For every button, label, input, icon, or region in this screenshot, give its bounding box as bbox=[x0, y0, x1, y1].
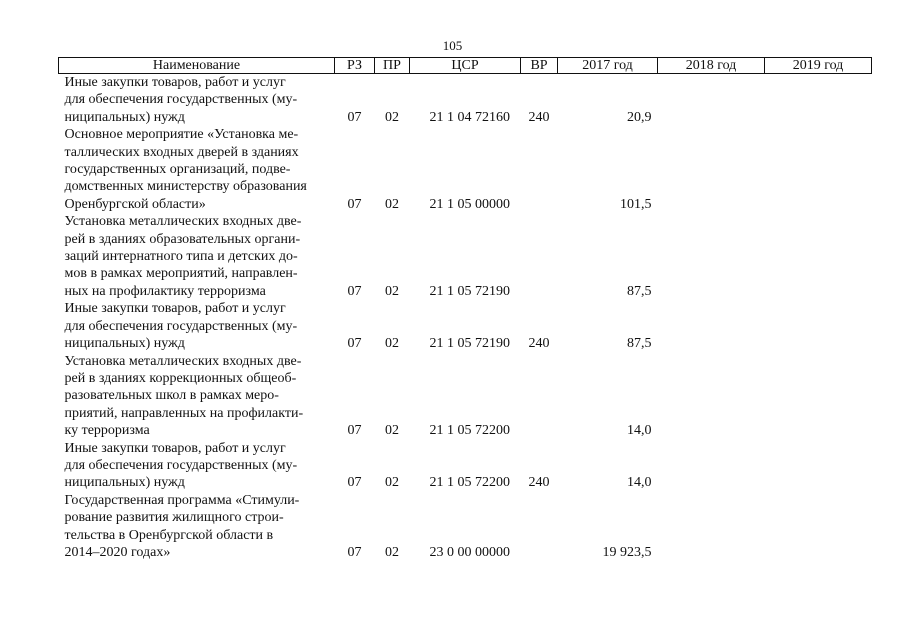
col-header-2018: 2018 год bbox=[658, 58, 765, 74]
table-row bbox=[59, 353, 872, 440]
col-header-csr: ЦСР bbox=[410, 58, 521, 74]
row-name-line: Установка металлических входных две- bbox=[64, 214, 302, 230]
row-rz-cell: 07 bbox=[347, 544, 362, 560]
row-name-cell bbox=[59, 126, 335, 213]
table-row bbox=[59, 440, 872, 492]
row-name-line: для обеспечения государственных (му- bbox=[64, 318, 298, 334]
row-csr-cell: 21 1 05 72190 bbox=[429, 283, 510, 299]
row-vr-cell: 240 bbox=[528, 475, 550, 491]
budget-table bbox=[58, 57, 872, 561]
row-y2018-cell bbox=[658, 126, 765, 213]
row-csr-cell: 21 1 05 72200 bbox=[429, 423, 510, 439]
row-name-line: ных на профилактику терроризма bbox=[64, 283, 266, 299]
table-row bbox=[59, 126, 872, 213]
row-vr-cell: 240 bbox=[528, 336, 550, 352]
row-y2019-cell bbox=[765, 126, 872, 213]
row-pr-cell: 02 bbox=[385, 544, 399, 560]
row-y2017-cell: 87,5 bbox=[627, 283, 652, 299]
table-row bbox=[59, 300, 872, 352]
row-csr-cell: 23 0 00 00000 bbox=[429, 544, 510, 560]
table-row bbox=[59, 74, 872, 127]
row-y2019-cell bbox=[765, 492, 872, 562]
col-header-name: Наименование bbox=[59, 58, 335, 74]
row-y2018-cell bbox=[658, 440, 765, 492]
row-name-line: рей в зданиях коррекционных общеоб- bbox=[64, 370, 297, 386]
col-header-2017: 2017 год bbox=[558, 58, 658, 74]
row-rz-cell: 07 bbox=[347, 336, 362, 352]
row-y2018-cell bbox=[658, 74, 765, 127]
table-row bbox=[59, 492, 872, 562]
row-name-line: домственных министерству образования bbox=[64, 179, 307, 195]
row-y2019-cell bbox=[765, 74, 872, 127]
row-y2017-cell: 20,9 bbox=[627, 109, 652, 125]
table-body bbox=[59, 74, 872, 562]
row-name-cell bbox=[59, 440, 335, 492]
row-name-line: Иные закупки товаров, работ и услуг bbox=[64, 75, 286, 90]
row-name-cell bbox=[59, 353, 335, 440]
table-row bbox=[59, 213, 872, 300]
row-y2019-cell bbox=[765, 300, 872, 352]
row-name-line: ниципальных) нужд bbox=[64, 336, 185, 352]
row-y2019-cell bbox=[765, 213, 872, 300]
row-y2017-cell: 14,0 bbox=[627, 475, 652, 491]
row-name-line: рей в зданиях образовательных органи- bbox=[64, 231, 301, 247]
row-y2017-cell: 19 923,5 bbox=[602, 544, 652, 560]
row-name-line: Основное мероприятие «Установка ме- bbox=[64, 127, 299, 143]
row-pr-cell: 02 bbox=[385, 283, 399, 299]
row-name-cell bbox=[59, 213, 335, 300]
row-pr-cell: 02 bbox=[385, 196, 399, 212]
row-y2018-cell bbox=[658, 213, 765, 300]
row-vr-cell bbox=[521, 492, 558, 562]
page-number: 105 bbox=[442, 38, 463, 53]
row-csr-cell: 21 1 04 72160 bbox=[429, 109, 510, 125]
col-header-pr: ПР bbox=[375, 58, 410, 74]
row-pr-cell: 02 bbox=[385, 109, 399, 125]
row-csr-cell: 21 1 05 00000 bbox=[429, 196, 510, 212]
col-header-vr: ВР bbox=[521, 58, 558, 74]
row-name-line: Установка металлических входных две- bbox=[64, 353, 302, 369]
row-name-cell bbox=[59, 74, 335, 127]
row-y2017-cell: 87,5 bbox=[627, 336, 652, 352]
row-rz-cell: 07 bbox=[347, 283, 362, 299]
row-name-line: 2014–2020 годах» bbox=[64, 544, 171, 560]
row-pr-cell: 02 bbox=[385, 475, 399, 491]
row-name-line: таллических входных дверей в зданиях bbox=[64, 144, 299, 160]
row-name-line: Государственная программа «Стимули- bbox=[64, 492, 300, 508]
row-csr-cell: 21 1 05 72190 bbox=[429, 336, 510, 352]
row-name-cell bbox=[59, 492, 335, 562]
row-name-cell bbox=[59, 300, 335, 352]
row-csr-cell: 21 1 05 72200 bbox=[429, 475, 510, 491]
row-name-line: государственных организаций, подве- bbox=[64, 162, 291, 178]
row-rz-cell: 07 bbox=[347, 196, 362, 212]
row-name-line: Иные закупки товаров, работ и услуг bbox=[64, 440, 286, 456]
col-header-2019: 2019 год bbox=[765, 58, 872, 74]
row-vr-cell bbox=[521, 126, 558, 213]
row-y2019-cell bbox=[765, 353, 872, 440]
row-name-line: тельства в Оренбургской области в bbox=[64, 527, 274, 543]
row-name-line: приятий, направленных на профилакти- bbox=[64, 405, 304, 421]
row-y2018-cell bbox=[658, 353, 765, 440]
row-name-line: рование развития жилищного строи- bbox=[64, 510, 284, 526]
row-rz-cell: 07 bbox=[347, 109, 362, 125]
row-y2017-cell: 14,0 bbox=[627, 423, 652, 439]
table-header-row bbox=[59, 58, 872, 74]
row-y2018-cell bbox=[658, 492, 765, 562]
row-rz-cell: 07 bbox=[347, 475, 362, 491]
row-vr-cell bbox=[521, 213, 558, 300]
row-name-line: ниципальных) нужд bbox=[64, 109, 185, 125]
row-y2018-cell bbox=[658, 300, 765, 352]
row-pr-cell: 02 bbox=[385, 336, 399, 352]
row-name-line: ку терроризма bbox=[64, 423, 150, 439]
row-name-line: Иные закупки товаров, работ и услуг bbox=[64, 301, 286, 317]
row-name-line: ниципальных) нужд bbox=[64, 475, 185, 491]
row-name-line: для обеспечения государственных (му- bbox=[64, 457, 298, 473]
row-name-line: Оренбургской области» bbox=[64, 196, 206, 212]
row-vr-cell bbox=[521, 353, 558, 440]
col-header-rz: РЗ bbox=[335, 58, 375, 74]
row-name-line: разовательных школ в рамках меро- bbox=[64, 388, 279, 404]
row-vr-cell: 240 bbox=[528, 109, 550, 125]
row-y2019-cell bbox=[765, 440, 872, 492]
row-pr-cell: 02 bbox=[385, 423, 399, 439]
row-y2017-cell: 101,5 bbox=[620, 196, 652, 212]
row-name-line: заций интернатного типа и детских до- bbox=[64, 249, 298, 265]
row-name-line: для обеспечения государственных (му- bbox=[64, 92, 298, 108]
row-rz-cell: 07 bbox=[347, 423, 362, 439]
row-name-line: мов в рамках мероприятий, направлен- bbox=[64, 266, 298, 282]
